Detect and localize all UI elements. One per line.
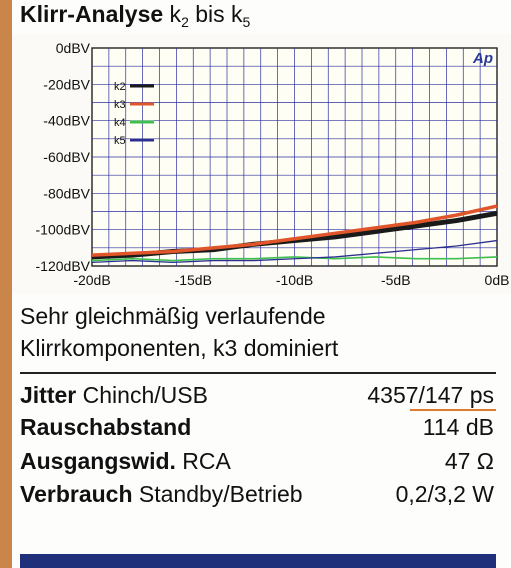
- legend-label: k2: [114, 81, 126, 93]
- y-tick-label: -60dBV: [43, 149, 90, 165]
- legend-label: k4: [114, 117, 126, 129]
- chart-caption: Sehr gleichmäßig verlaufende Klirrkomponenten, k3 dominiert: [20, 303, 339, 361]
- x-tick-label: -10dB: [275, 272, 314, 288]
- ap-logo: Ap: [473, 50, 493, 67]
- x-tick-label: -5dB: [380, 272, 411, 288]
- chart-title: Klirr-Analyse $k_2$ bis $k_5$: [20, 1, 251, 30]
- x-tick-label: -15dB: [174, 272, 212, 288]
- y-tick-label: 0dBV: [55, 40, 90, 56]
- y-tick-label: -120dBV: [35, 258, 90, 274]
- x-tick-label: 0dB: [484, 272, 510, 288]
- divider: [20, 372, 496, 374]
- legend-label: k5: [114, 135, 126, 147]
- y-tick-label: -20dBV: [43, 76, 90, 93]
- y-tick-label: -40dBV: [43, 112, 90, 129]
- legend-label: k3: [114, 99, 126, 111]
- spec-row-jitter: Jitter Chinch/USB 4357/147 ps: [20, 382, 496, 412]
- y-tick-label: -100dBV: [35, 221, 90, 238]
- x-tick-label: -20dB: [73, 272, 111, 288]
- spec-row-power: Verbrauch Standby/Betrieb 0,2/3,2 W: [20, 481, 494, 507]
- value-underline: [410, 409, 496, 411]
- distortion-chart: [0, 34, 511, 294]
- spec-row-noise: Rauschabstand 114 dB: [20, 414, 494, 440]
- spec-row-output-impedance: Ausgangswid. RCA 47 Ω: [20, 448, 494, 474]
- next-section-bar: [20, 554, 496, 568]
- y-tick-label: -80dBV: [43, 185, 90, 202]
